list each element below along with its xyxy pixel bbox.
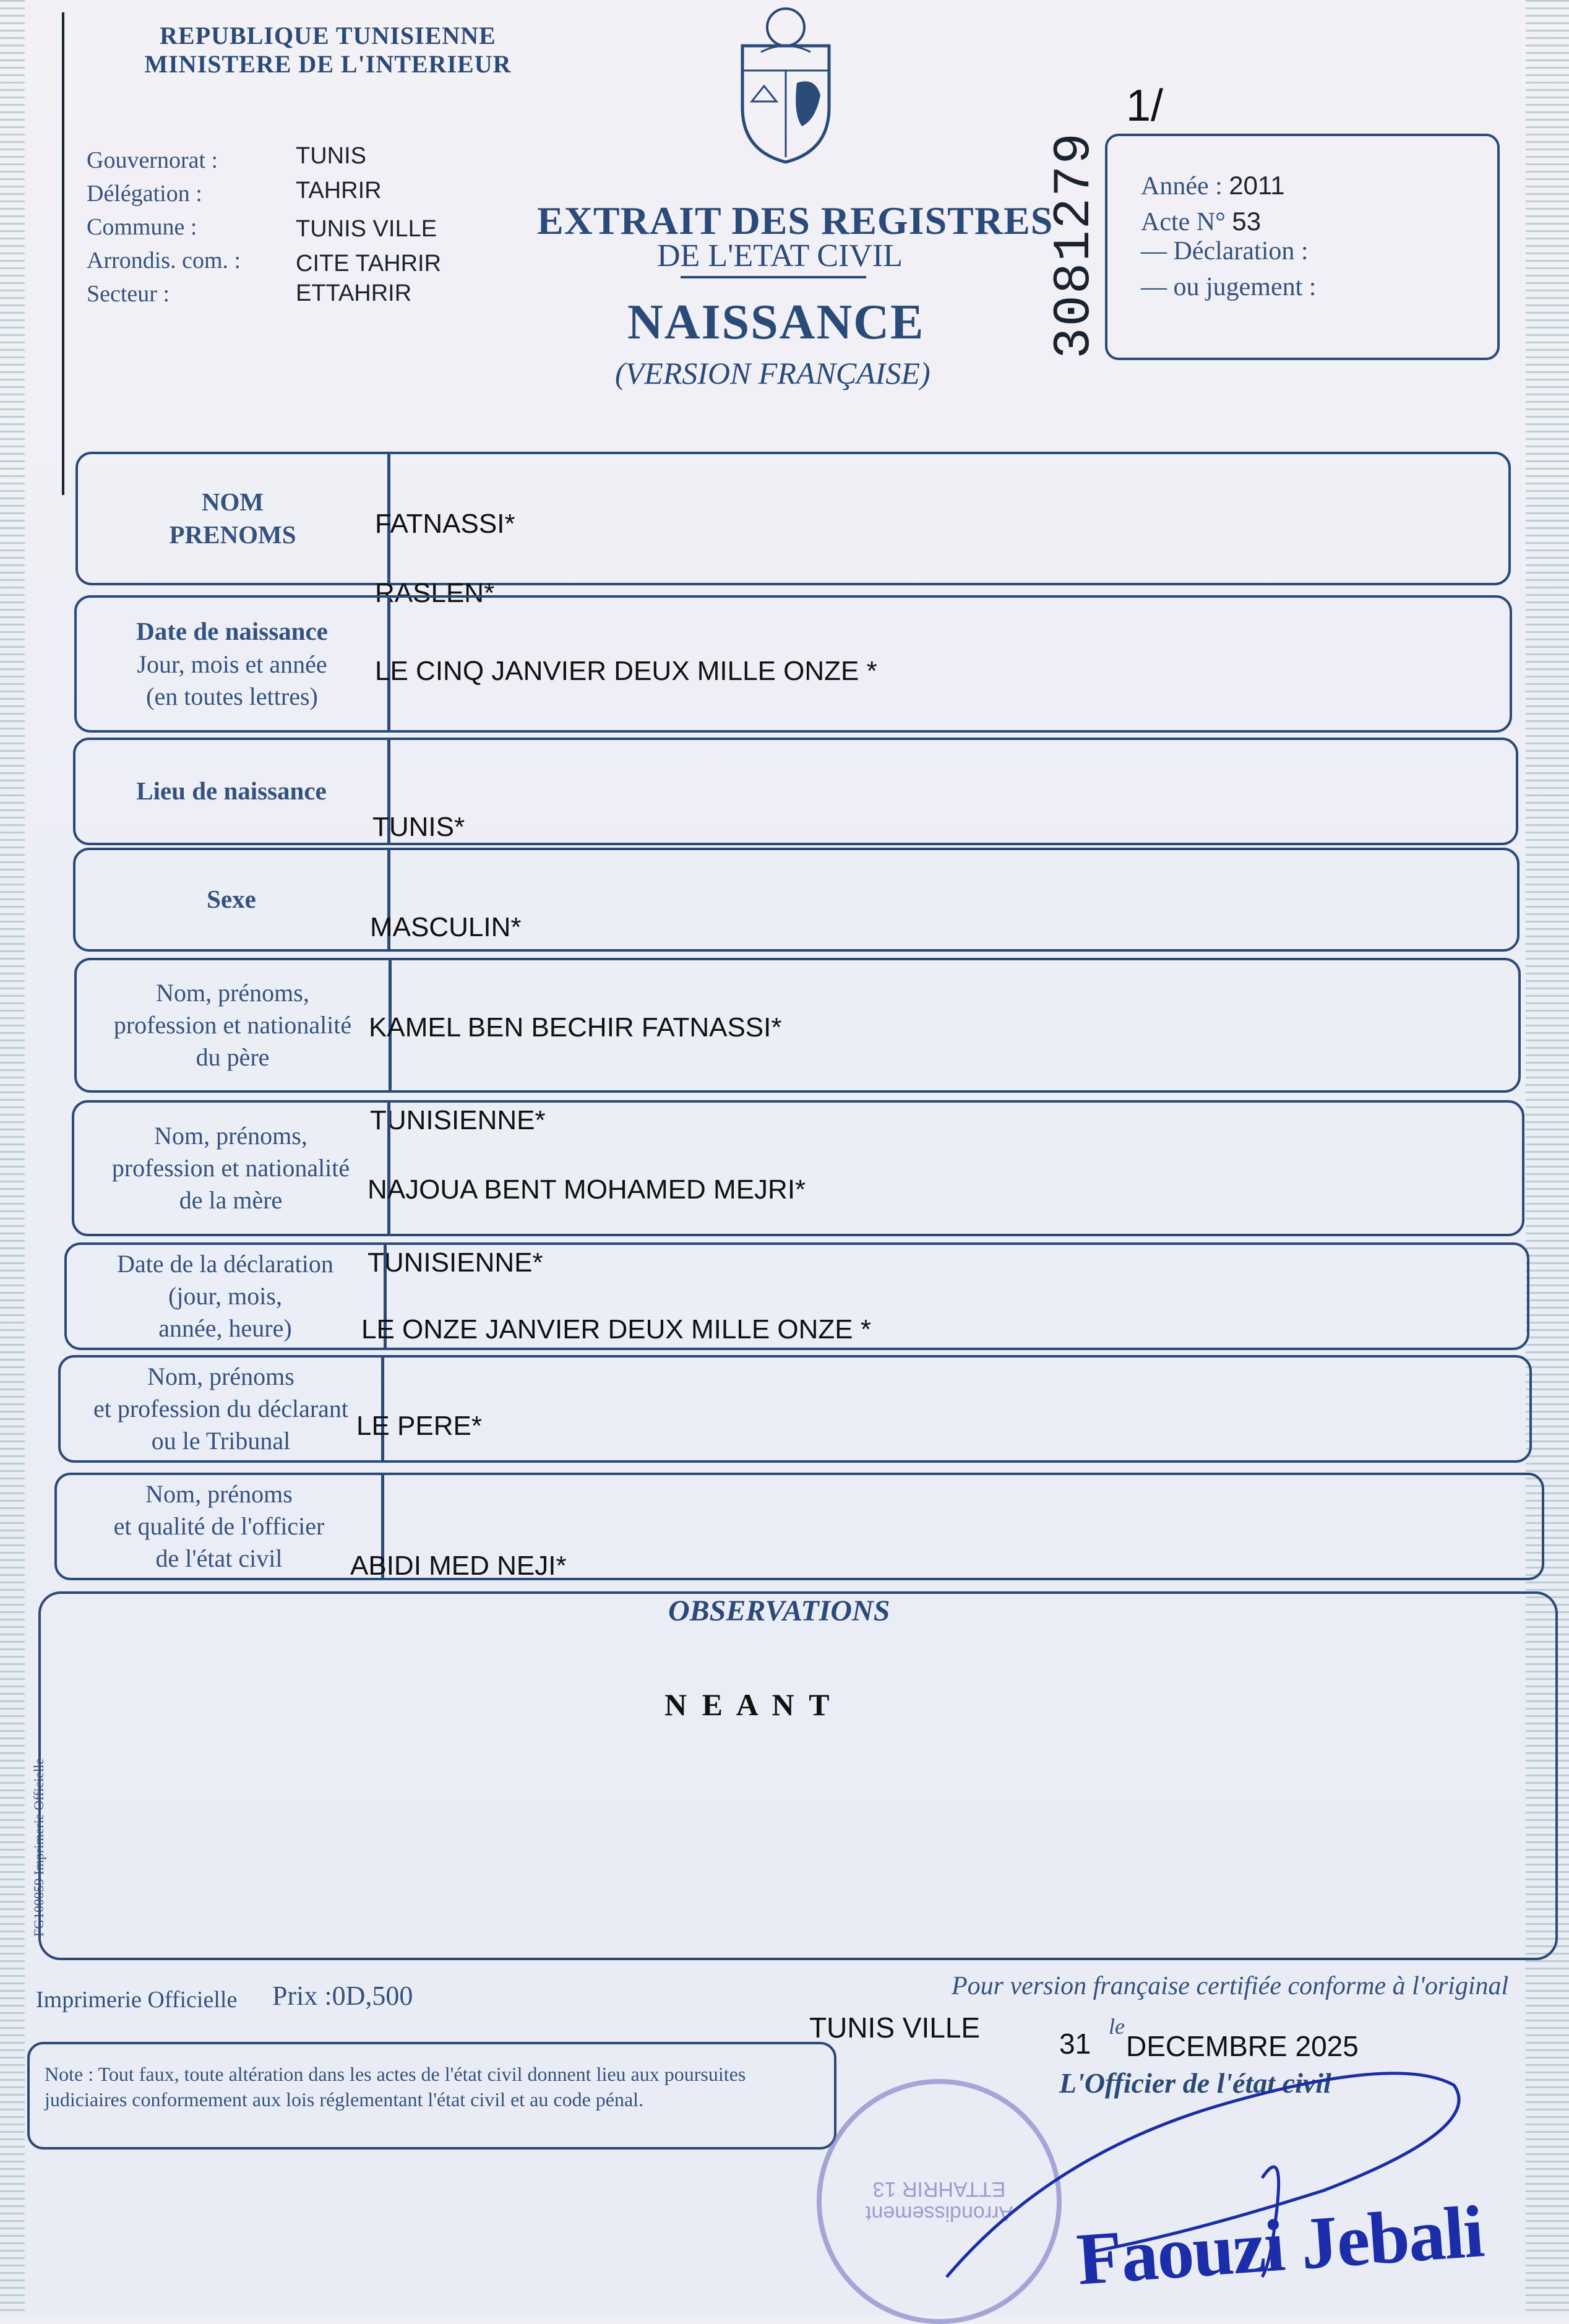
- label-date-declaration: [67, 1245, 387, 1348]
- value-declarant: LE PERE*: [356, 1411, 482, 1441]
- label-nom-prenoms: [78, 454, 390, 583]
- acte-field: [1141, 207, 1261, 237]
- value-mere-nationalite: TUNISIENNE*: [368, 1247, 543, 1278]
- value-lieu-naissance: TUNIS*: [372, 812, 465, 842]
- footer-officer: L'Officier de l'état civil: [1059, 2067, 1331, 2099]
- admin-label-gouvernorat: Gouvernorat :: [87, 147, 218, 173]
- value-pere: KAMEL BEN BECHIR FATNASSI*: [369, 1012, 782, 1043]
- row-officier: [54, 1473, 1544, 1580]
- label-sexe: [75, 850, 390, 949]
- admin-label-arrondissement: Arrondis. com. :: [87, 247, 241, 273]
- value-date-naissance: LE CINQ JANVIER DEUX MILLE ONZE *: [375, 656, 877, 686]
- declaration-label: — Déclaration :: [1141, 237, 1309, 265]
- annee-label: Année :: [1141, 172, 1223, 200]
- admin-label-delegation: Délégation :: [87, 181, 202, 207]
- title-naissance: NAISSANCE: [627, 295, 925, 350]
- annee-field: [1141, 171, 1285, 201]
- annee-value: 2011: [1229, 171, 1285, 200]
- footer-date: DECEMBRE 2025: [1126, 2030, 1359, 2062]
- label-declaration-3: année, heure): [158, 1314, 292, 1342]
- label-mere: [74, 1103, 390, 1234]
- label-declaration-2: (jour, mois,: [168, 1282, 282, 1310]
- left-border-pattern: [0, 0, 25, 2316]
- admin-labels: [87, 144, 241, 311]
- header-republic: REPUBLIQUE TUNISIENNE: [160, 22, 496, 49]
- label-date-naissance: [77, 598, 390, 730]
- value-nom: FATNASSI*: [375, 509, 515, 539]
- admin-value-secteur: ETTAHRIR: [296, 280, 412, 306]
- admin-label-secteur: Secteur :: [87, 281, 170, 307]
- label-lieu-naissance-title: Lieu de naissance: [136, 777, 327, 806]
- page-mark: 1/: [1126, 81, 1164, 131]
- admin-value-gouvernorat: TUNIS: [296, 143, 366, 169]
- row-mere: [72, 1100, 1524, 1236]
- label-prenoms: PRENOMS: [169, 520, 296, 549]
- legal-note: [27, 2042, 836, 2150]
- label-officier: [57, 1475, 384, 1578]
- acte-value: 53: [1232, 207, 1262, 236]
- label-officier-3: de l'état civil: [155, 1544, 283, 1572]
- label-date-naissance-sub1: Jour, mois et année: [137, 650, 327, 678]
- row-lieu-naissance: [73, 738, 1518, 845]
- title-version: (VERSION FRANÇAISE): [615, 356, 931, 390]
- row-sexe: [73, 848, 1520, 952]
- label-pere-3: du père: [196, 1043, 270, 1071]
- label-declarant: [61, 1358, 384, 1460]
- coat-of-arms-icon: [724, 2, 848, 165]
- admin-value-commune: TUNIS VILLE: [296, 216, 437, 242]
- title-underline: [681, 276, 866, 278]
- label-declarant-2: et profession du déclarant: [93, 1395, 349, 1422]
- admin-value-arrondissement: CITE TAHRIR: [296, 251, 442, 277]
- stamp-text: Arrondissement ETTAHRIR 13: [865, 2177, 1013, 2225]
- label-declaration-1: Date de la déclaration: [117, 1250, 333, 1278]
- label-pere-2: profession et nationalité: [113, 1011, 352, 1039]
- value-prenoms: RASLEN*: [375, 578, 495, 608]
- value-pere-nationalite: TUNISIENNE*: [370, 1105, 546, 1135]
- row-nom-prenoms: [75, 452, 1511, 585]
- footer-day: 31: [1059, 2028, 1091, 2060]
- label-date-naissance-title: Date de naissance: [136, 617, 328, 646]
- observations-title: OBSERVATIONS: [668, 1595, 890, 1627]
- value-mere: NAJOUA BENT MOHAMED MEJRI*: [368, 1174, 806, 1205]
- label-pere-1: Nom, prénoms,: [156, 979, 309, 1007]
- header-divider: [62, 12, 64, 495]
- label-officier-1: Nom, prénoms: [145, 1480, 293, 1508]
- serial-number: 3081279: [1046, 132, 1104, 359]
- observations-box: [38, 1591, 1558, 1960]
- acte-label: Acte N°: [1141, 208, 1226, 236]
- side-code: FG100059 Imprimerie Officielle: [31, 1758, 46, 1937]
- footer-certified: Pour version française certifiée conforme à l'original: [952, 1972, 1509, 2000]
- title-etat-civil: DE L'ETAT CIVIL: [657, 238, 903, 273]
- label-declarant-3: ou le Tribunal: [151, 1427, 291, 1455]
- admin-value-delegation: TAHRIR: [296, 178, 382, 204]
- label-mere-3: de la mère: [179, 1186, 283, 1214]
- jugement-label: — ou jugement :: [1141, 273, 1317, 301]
- value-date-declaration: LE ONZE JANVIER DEUX MILLE ONZE *: [361, 1314, 871, 1345]
- footer-price: Prix :0D,500: [272, 1981, 413, 2011]
- value-officier: ABIDI MED NEJI*: [350, 1551, 567, 1581]
- label-nom: NOM: [201, 487, 264, 516]
- value-sexe: MASCULIN*: [370, 912, 522, 942]
- label-officier-2: et qualité de l'officier: [113, 1512, 325, 1540]
- label-declarant-1: Nom, prénoms: [147, 1362, 294, 1390]
- registry-box: [1105, 134, 1500, 360]
- header-ministry: MINISTERE DE L'INTERIEUR: [144, 50, 512, 78]
- admin-values: [296, 139, 441, 311]
- row-pere: [74, 958, 1521, 1093]
- right-border-pattern: [1526, 0, 1569, 2316]
- footer-place: TUNIS VILLE: [809, 2012, 981, 2044]
- row-declarant: [58, 1355, 1532, 1463]
- label-mere-2: profession et nationalité: [111, 1154, 350, 1182]
- label-lieu-naissance: [75, 740, 390, 843]
- title-extrait: EXTRAIT DES REGISTRES: [537, 199, 1054, 243]
- signature-stroke-icon: [928, 2029, 1472, 2289]
- footer-printer: Imprimerie Officielle: [36, 1987, 238, 2013]
- admin-label-commune: Commune :: [87, 214, 197, 240]
- officer-signature: Faouzi Jebali: [1074, 2190, 1486, 2300]
- legal-note-text: Note : Tout faux, toute altération dans les actes de l'état civil donnent lieu aux poursuites judiciaires conformement aux lois réglementant l'état civil et au code pénal.: [45, 2063, 746, 2111]
- label-date-naissance-sub2: (en toutes lettres): [146, 682, 318, 710]
- label-mere-1: Nom, prénoms,: [154, 1122, 307, 1150]
- footer-le: le: [1109, 2014, 1125, 2039]
- observations-value: N E A N T: [664, 1687, 833, 1722]
- label-pere: [77, 960, 392, 1090]
- label-sexe-title: Sexe: [207, 885, 256, 914]
